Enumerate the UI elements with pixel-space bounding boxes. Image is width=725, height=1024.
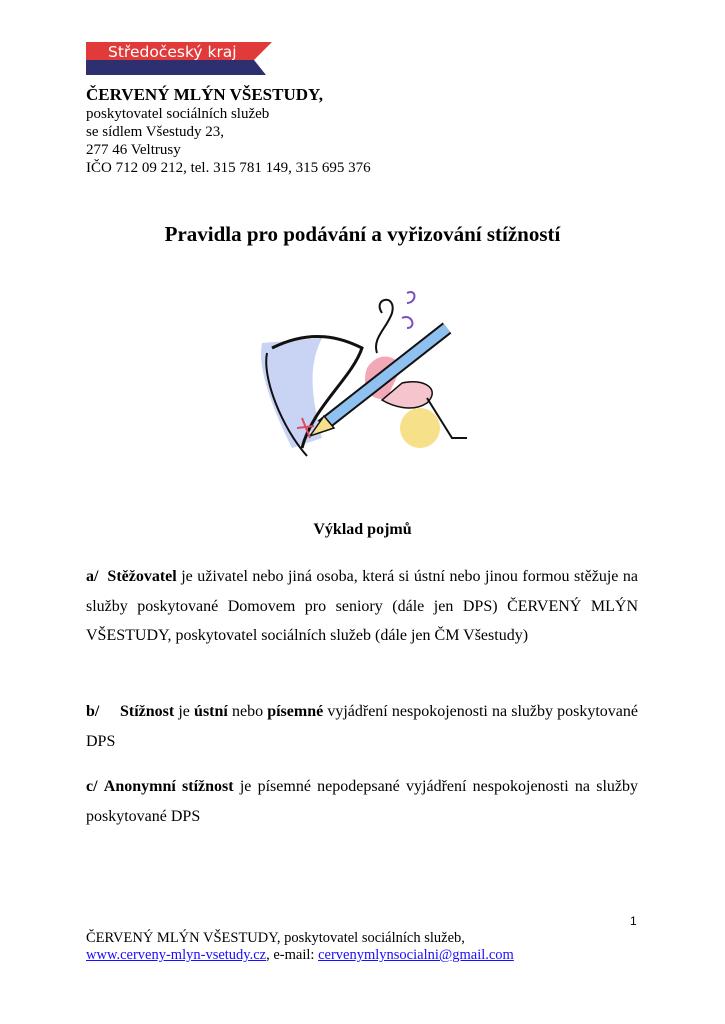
term: Anonymní stížnost bbox=[103, 778, 234, 795]
logo-text: Středočeský kraj bbox=[108, 43, 237, 61]
organization-header bbox=[86, 85, 371, 177]
definition-text: je bbox=[174, 703, 195, 720]
definition-stiznost bbox=[86, 697, 638, 756]
section-title: Výklad pojmů bbox=[313, 521, 412, 538]
email-label: , e-mail: bbox=[266, 947, 319, 963]
org-line: 277 46 Veltrusy bbox=[86, 142, 181, 158]
bold-word: písemné bbox=[267, 703, 324, 720]
term: Stěžovatel bbox=[107, 568, 177, 585]
bold-word: ústní bbox=[194, 703, 228, 720]
definition-stezovatel bbox=[86, 562, 638, 651]
term: Stížnost bbox=[120, 703, 175, 720]
definition-text: nebo bbox=[227, 703, 268, 720]
email-link[interactable]: cervenymlynsocialni@gmail.com bbox=[318, 947, 514, 963]
definition-anonymni-stiznost bbox=[86, 772, 638, 831]
definition-text: vyjádření nespokojenosti na služby poskytované DPS bbox=[86, 703, 639, 750]
item-label: b/ bbox=[86, 703, 100, 720]
org-line: se sídlem Všestudy 23, bbox=[86, 124, 225, 140]
item-label: c/ bbox=[86, 778, 98, 795]
definition-text: je písemné nepodepsané vyjádření nespokojenosti na služby poskytované DPS bbox=[86, 778, 638, 825]
page-footer bbox=[86, 930, 514, 964]
org-name: ČERVENÝ MLÝN VŠESTUDY, bbox=[86, 85, 323, 104]
item-label: a/ bbox=[86, 568, 99, 585]
page-title: Pravidla pro podávání a vyřizování stížností bbox=[164, 222, 561, 246]
website-link[interactable]: www.cerveny-mlyn-vsetudy.cz bbox=[86, 947, 267, 963]
org-line: IČO 712 09 212, tel. 315 781 149, 315 695 376 bbox=[86, 160, 371, 176]
writing-hand-clipart bbox=[252, 288, 477, 463]
page-number: 1 bbox=[630, 914, 637, 928]
footer-org: ČERVENÝ MLÝN VŠESTUDY, poskytovatel sociálních služeb, bbox=[86, 930, 465, 946]
definition-text: je uživatel nebo jiná osoba, která si ústní nebo jinou formou stěžuje na služby poskytované Domovem pro seniory (dále jen DPS) ČERVENÝ MLÝN VŠESTUDY, poskytovatel sociálních služeb (dále jen ČM Všestudy) bbox=[86, 568, 638, 644]
org-line: poskytovatel sociálních služeb bbox=[86, 106, 270, 122]
